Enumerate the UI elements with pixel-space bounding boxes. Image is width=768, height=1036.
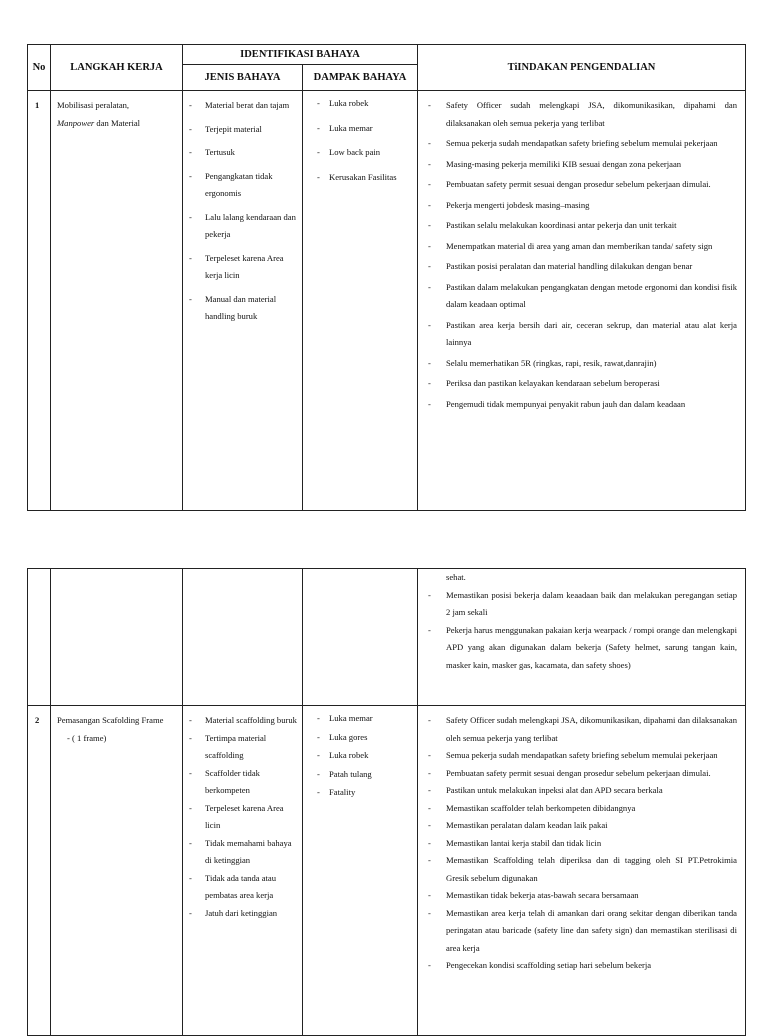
tindakan-item: - Semua pekerja sudah mendapatkan safety briefing sebelum memulai pekerjaan — [428, 747, 737, 765]
tindakan-cell — [418, 706, 746, 1036]
tindakan-item: - Pastikan untuk melakukan inpeksi alat dan APD secara berkala — [428, 782, 737, 800]
tindakan-item: - Memastikan posisi bekerja dalam keaadaan baik dan melakukan peregangan setiap 2 jam sekali — [428, 587, 737, 622]
jenis-bahaya-item: - Tertusuk — [189, 144, 298, 162]
tindakan-item: - Pengemudi tidak mempunyai penyakit rabun jauh dan dalam keadaan — [428, 396, 737, 414]
tindakan-item: - Pastikan selalu melakukan koordinasi antar pekerja dan unit terkait — [428, 217, 737, 235]
tindakan-item: - Pastikan area kerja bersih dari air, ceceran sekrup, dan material atau alat kerja lainnya — [428, 317, 737, 352]
tindakan-item: - Masing-masing pekerja memiliki KIB sesuai dengan zona pekerjaan — [428, 156, 737, 174]
jenis-bahaya-item: - Tidak ada tanda atau pembatas area kerja — [189, 870, 298, 905]
jenis-bahaya-list — [183, 706, 302, 922]
jenis-bahaya-item: - Lalu lalang kendaraan dan pekerja — [189, 209, 298, 244]
langkah-text-italic: Manpower — [57, 117, 95, 128]
langkah-text: Pemasangan Scafolding Frame — [57, 715, 164, 725]
langkah-text: Mobilisasi peralatan, — [57, 100, 130, 110]
dampak-bahaya-item: - Low back pain — [317, 144, 413, 162]
jenis-bahaya-item: - Terpeleset karena Area licin — [189, 800, 298, 835]
tindakan-cell-continued — [418, 569, 746, 706]
row-number: 2 — [28, 706, 51, 1036]
dampak-bahaya-item: - Fatality — [317, 784, 413, 802]
jenis-bahaya-item: - Material scaffolding buruk — [189, 712, 298, 730]
langkah-kerja-cell — [51, 91, 183, 511]
tindakan-item: - Memastikan peralatan dalam keadan laik pakai — [428, 817, 737, 835]
dampak-bahaya-cell — [303, 706, 418, 1036]
jenis-bahaya-item: - Tidak memahami bahaya di ketinggian — [189, 835, 298, 870]
tindakan-item: - Safety Officer sudah melengkapi JSA, dikomunikasikan, dipahami dan dilaksanakan oleh semua pekerja yang terlibat — [428, 97, 737, 132]
header-no: No — [28, 45, 51, 91]
tindakan-item: - Memastikan area kerja telah di amankan dari orang sekitar dengan diberikan tanda peringatan atau baricade (safety line dan safety sign) dan memastikan sterilisasi di area kerja — [428, 905, 737, 958]
tindakan-item: - Memastikan scaffolder telah berkompeten dibidangnya — [428, 800, 737, 818]
tindakan-item: - Memastikan Scaffolding telah diperiksa dan di tagging oleh SI PT.Petrokimia Gresik sebelum digunakan — [428, 852, 737, 887]
tindakan-item: - Selalu memerhatikan 5R (ringkas, rapi, resik, rawat,danrajin) — [428, 355, 737, 373]
hazard-table-page-2 — [27, 568, 746, 1036]
tindakan-list — [418, 587, 745, 675]
tindakan-item: - Pengecekan kondisi scaffolding setiap hari sebelum bekerja — [428, 957, 737, 975]
header-jenis-bahaya: JENIS BAHAYA — [183, 65, 303, 91]
tindakan-item: - Pembuatan safety permit sesuai dengan prosedur sebelum pekerjaan dimulai. — [428, 176, 737, 194]
dampak-bahaya-list — [303, 706, 417, 802]
tindakan-list — [418, 91, 745, 413]
dampak-bahaya-item: - Patah tulang — [317, 766, 413, 784]
jenis-bahaya-item: - Jatuh dari ketinggian — [189, 905, 298, 923]
tindakan-item: - Semua pekerja sudah mendapatkan safety briefing sebelum memulai pekerjaan — [428, 135, 737, 153]
tindakan-item: - Periksa dan pastikan kelayakan kendaraan sebelum beroperasi — [428, 375, 737, 393]
dampak-bahaya-item: - Luka robek — [317, 95, 413, 113]
jenis-bahaya-list — [183, 91, 302, 326]
header-tindakan-pengendalian: TiINDAKAN PENGENDALIAN — [418, 45, 746, 91]
dampak-bahaya-item: - Luka gores — [317, 729, 413, 747]
jenis-bahaya-item: - Tertimpa material scaffolding — [189, 730, 298, 765]
table-row — [28, 91, 746, 511]
jenis-bahaya-item: - Manual dan material handling buruk — [189, 291, 298, 326]
jenis-bahaya-item: - Terpeleset karena Area kerja licin — [189, 250, 298, 285]
tindakan-item: - Pembuatan safety permit sesuai dengan prosedur sebelum pekerjaan dimulai. — [428, 765, 737, 783]
header-dampak-bahaya: DAMPAK BAHAYA — [303, 65, 418, 91]
table-row — [28, 569, 746, 706]
dampak-bahaya-item: - Luka memar — [317, 710, 413, 728]
jenis-bahaya-item: - Material berat dan tajam — [189, 97, 298, 115]
header-langkah-kerja: LANGKAH KERJA — [51, 45, 183, 91]
tindakan-cell — [418, 91, 746, 511]
hazard-table-page-1 — [27, 44, 746, 511]
jenis-bahaya-item: - Terjepit material — [189, 121, 298, 139]
tindakan-item: - Menempatkan material di area yang aman dan memberikan tanda/ safety sign — [428, 238, 737, 256]
tindakan-item: - Pekerja harus menggunakan pakaian kerja wearpack / rompi orange dan melengkapi APD yang akan digunakan dalam bekerja (Safety helmet, sarung tangan kain, masker kain, masker gas, kacamata, dan safety shoes) — [428, 622, 737, 675]
tindakan-item: - Memastikan lantai kerja stabil dan tidak licin — [428, 835, 737, 853]
langkah-sub-text: - ( 1 frame) — [67, 732, 107, 743]
dampak-bahaya-item: - Luka robek — [317, 747, 413, 765]
dampak-bahaya-list — [303, 91, 417, 186]
jenis-bahaya-cell — [183, 706, 303, 1036]
tindakan-item: - Pastikan posisi peralatan dan material handling dilakukan dengan benar — [428, 258, 737, 276]
tindakan-item: - Pekerja mengerti jobdesk masing–masing — [428, 197, 737, 215]
dampak-bahaya-item: - Luka memar — [317, 120, 413, 138]
tindakan-item: - Pastikan dalam melakukan pengangkatan dengan metode ergonomi dan kondisi fisik dalam keadaan optimal — [428, 279, 737, 314]
tindakan-item: - Memastikan tidak bekerja atas-bawah secara bersamaan — [428, 887, 737, 905]
langkah-text: dan Material — [94, 117, 141, 128]
tindakan-list — [418, 706, 745, 975]
tindakan-item: - Safety Officer sudah melengkapi JSA, dikomunikasikan, dipahami dan dilaksanakan oleh semua pekerja yang terlibat — [428, 712, 737, 747]
row-number: 1 — [28, 91, 51, 511]
dampak-bahaya-cell — [303, 91, 418, 511]
dampak-bahaya-item: - Kerusakan Fasilitas — [317, 169, 413, 187]
jenis-bahaya-item: - Scaffolder tidak berkompeten — [189, 765, 298, 800]
jenis-bahaya-cell — [183, 91, 303, 511]
header-identifikasi-bahaya: IDENTIFIKASI BAHAYA — [183, 45, 418, 65]
langkah-kerja-cell — [51, 706, 183, 1036]
jenis-bahaya-item: - Pengangkatan tidak ergonomis — [189, 168, 298, 203]
table-row — [28, 706, 746, 1036]
tindakan-carry-text: sehat. — [446, 572, 466, 582]
